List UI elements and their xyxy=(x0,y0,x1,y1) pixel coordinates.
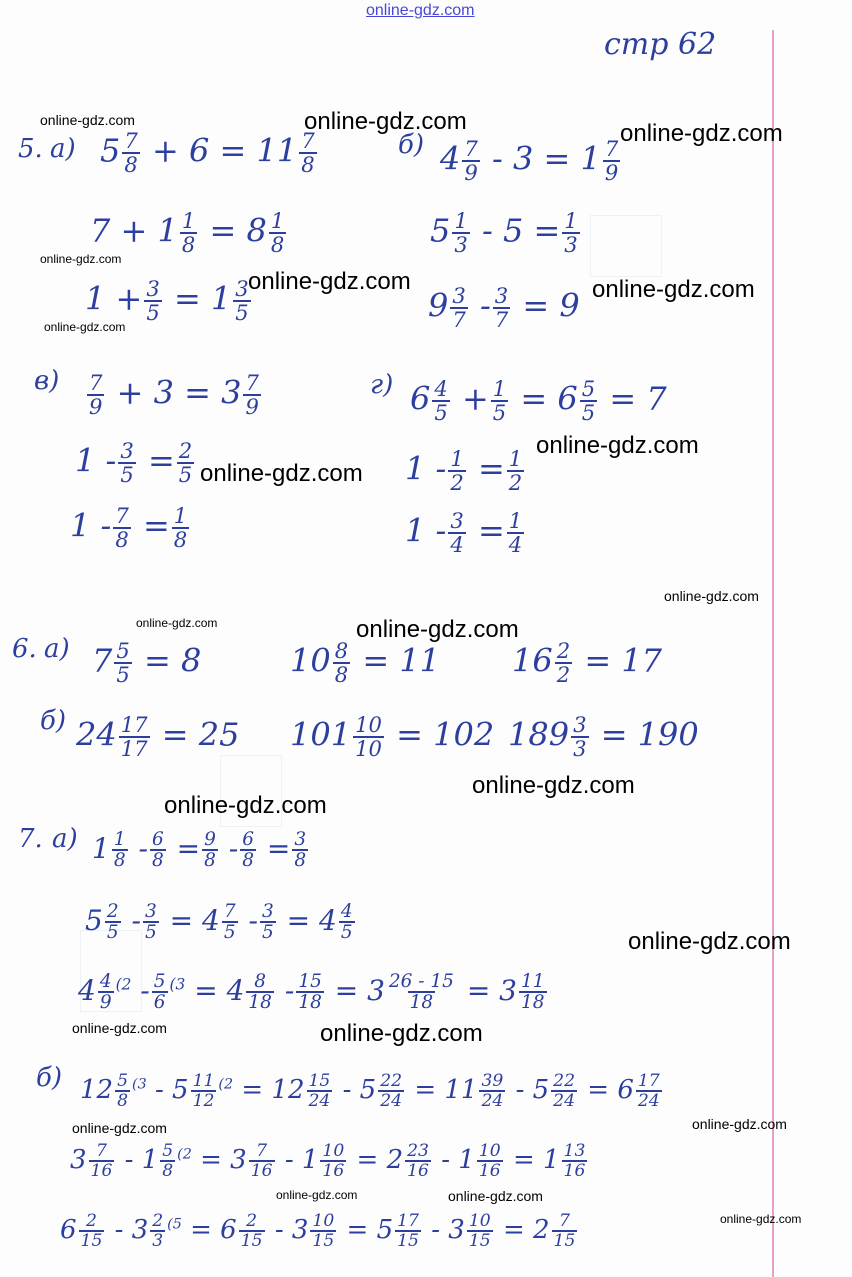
ex6-a-item2: 10 $\frac{8}{8}$ = 11 xyxy=(290,638,441,688)
ex5-b-line1: 4 $\frac{7}{9}$ - 3 = 1 $\frac{7}{9}$ xyxy=(440,136,619,186)
ex7-b-line2: 3 $\frac{7}{16}$ - 1 $\frac{5}{8}$ $^{(2}$ = 3 $\frac{7}{16}$ - 1 $\frac{10}{16}$ = 2 $\frac{23}{16}$ - 1 $\frac{10}{16}$ = 1 $\frac{13}{16}$ xyxy=(70,1141,586,1181)
watermark: online-gdz.com xyxy=(620,120,783,147)
ex7-a-label: а) xyxy=(52,824,78,854)
watermark: online-gdz.com xyxy=(304,108,467,135)
watermark: online-gdz.com xyxy=(248,268,411,295)
ex5-v-line2: 1 - $\frac{3}{5}$ = $\frac{2}{5}$ xyxy=(75,438,193,488)
ex6-b-item2: 101 $\frac{10}{10}$ = 102 xyxy=(290,712,495,762)
watermark: online-gdz.com xyxy=(200,460,363,487)
ex5-b-line2: 5 $\frac{1}{3}$ - 5 = $\frac{1}{3}$ xyxy=(430,208,578,258)
watermark: online-gdz.com xyxy=(72,1120,167,1136)
watermark: online-gdz.com xyxy=(720,1212,802,1226)
ex5-a-line1: 5 $\frac{7}{8}$ + 6 = 11 $\frac{7}{8}$ xyxy=(100,128,315,178)
ex6-a-item3: 16 $\frac{2}{2}$ = 17 xyxy=(512,638,663,688)
ex6-a-label: а) xyxy=(44,634,70,664)
watermark: online-gdz.com xyxy=(136,616,218,630)
site-header[interactable]: online-gdz.com xyxy=(366,2,475,19)
ex5-v-line1: $\frac{7}{9}$ + 3 = 3 $\frac{7}{9}$ xyxy=(89,370,259,420)
ex5-a-line3: 1 + $\frac{3}{5}$ = 1 $\frac{3}{5}$ xyxy=(85,276,249,326)
watermark: online-gdz.com xyxy=(628,928,791,955)
grid-ghost xyxy=(590,215,662,277)
ex6-number: 6. xyxy=(12,634,37,664)
ex5-v-label: в) xyxy=(34,366,60,396)
ex5-number: 5. xyxy=(18,134,43,164)
ex7-b-line1: 12 $\frac{5}{8}$ $^{(3}$ - 5 $\frac{11}{12}$ $^{(2}$ = 12 $\frac{15}{24}$ - 5 $\frac{22}{24}$ = 11 $\frac{39}{24}$ - 5 $\frac{22}{24}$ = 6 $\frac{17}{24}$ xyxy=(80,1071,660,1111)
ex7-a-line3: 4 $\frac{4}{9}$ $^{(2}$ - $\frac{5}{6}$ $^{(3}$ = 4 $\frac{8}{18}$ - $\frac{15}{18}$ = 3 $\frac{26 - 15}{18}$ = 3 $\frac{11}{18}$ xyxy=(78,971,545,1014)
watermark: online-gdz.com xyxy=(592,276,755,303)
watermark: online-gdz.com xyxy=(472,772,635,799)
ex6-b-item1: 24 $\frac{17}{17}$ = 25 xyxy=(76,712,240,762)
ex5-g-line2: 1 - $\frac{1}{2}$ = $\frac{1}{2}$ xyxy=(405,446,523,496)
ex5-a-line2: 7 + 1 $\frac{1}{8}$ = 8 $\frac{1}{8}$ xyxy=(90,208,285,258)
watermark: online-gdz.com xyxy=(664,588,759,604)
ex5-g-label: г) xyxy=(370,370,394,400)
ex6-a-item1: 7 $\frac{5}{5}$ = 8 xyxy=(92,638,202,688)
watermark: online-gdz.com xyxy=(692,1116,787,1132)
watermark: online-gdz.com xyxy=(276,1188,358,1202)
ex6-b-label: б) xyxy=(40,706,67,736)
ex5-g-line1: 6 $\frac{4}{5}$ + $\frac{1}{5}$ = 6 $\frac{5}{5}$ = 7 xyxy=(410,376,667,426)
watermark: online-gdz.com xyxy=(72,1020,167,1036)
ex7-a-line2: 5 $\frac{2}{5}$ - $\frac{3}{5}$ = 4 $\frac{7}{5}$ - $\frac{3}{5}$ = 4 $\frac{4}{5}$ xyxy=(85,901,353,944)
ex5-b-label: б) xyxy=(398,130,425,160)
watermark: online-gdz.com xyxy=(356,616,519,643)
ex5-v-line3: 1 - $\frac{7}{8}$ = $\frac{1}{8}$ xyxy=(70,503,188,553)
ex5-a-label: а) xyxy=(50,134,76,164)
watermark: online-gdz.com xyxy=(448,1188,543,1204)
ex7-b-line3: 6 $\frac{2}{15}$ - 3 $\frac{2}{3}$ $^{(5}$ = 6 $\frac{2}{15}$ - 3 $\frac{10}{15}$ = 5 $\frac{17}{15}$ - 3 $\frac{10}{15}$ = 2 $\frac{7}{15}$ xyxy=(60,1211,576,1251)
watermark: online-gdz.com xyxy=(40,252,122,266)
watermark: online-gdz.com xyxy=(44,320,126,334)
ex7-number: 7. xyxy=(18,824,43,854)
ex6-b-item3: 189 $\frac{3}{3}$ = 190 xyxy=(508,712,699,762)
ex7-b-label: б) xyxy=(36,1063,63,1093)
ex5-b-line3: 9 $\frac{3}{7}$ - $\frac{3}{7}$ = 9 xyxy=(428,283,580,333)
page-ref: стр 62 xyxy=(604,27,717,62)
margin-line xyxy=(772,30,774,1277)
ex7-a-line1: 1 $\frac{1}{8}$ - $\frac{6}{8}$ = $\frac{9}{8}$ - $\frac{6}{8}$ = $\frac{3}{8}$ xyxy=(92,829,307,872)
watermark: online-gdz.com xyxy=(320,1020,483,1047)
watermark: online-gdz.com xyxy=(536,432,699,459)
watermark: online-gdz.com xyxy=(164,792,327,819)
watermark: online-gdz.com xyxy=(40,112,135,128)
ex5-g-line3: 1 - $\frac{3}{4}$ = $\frac{1}{4}$ xyxy=(405,508,523,558)
